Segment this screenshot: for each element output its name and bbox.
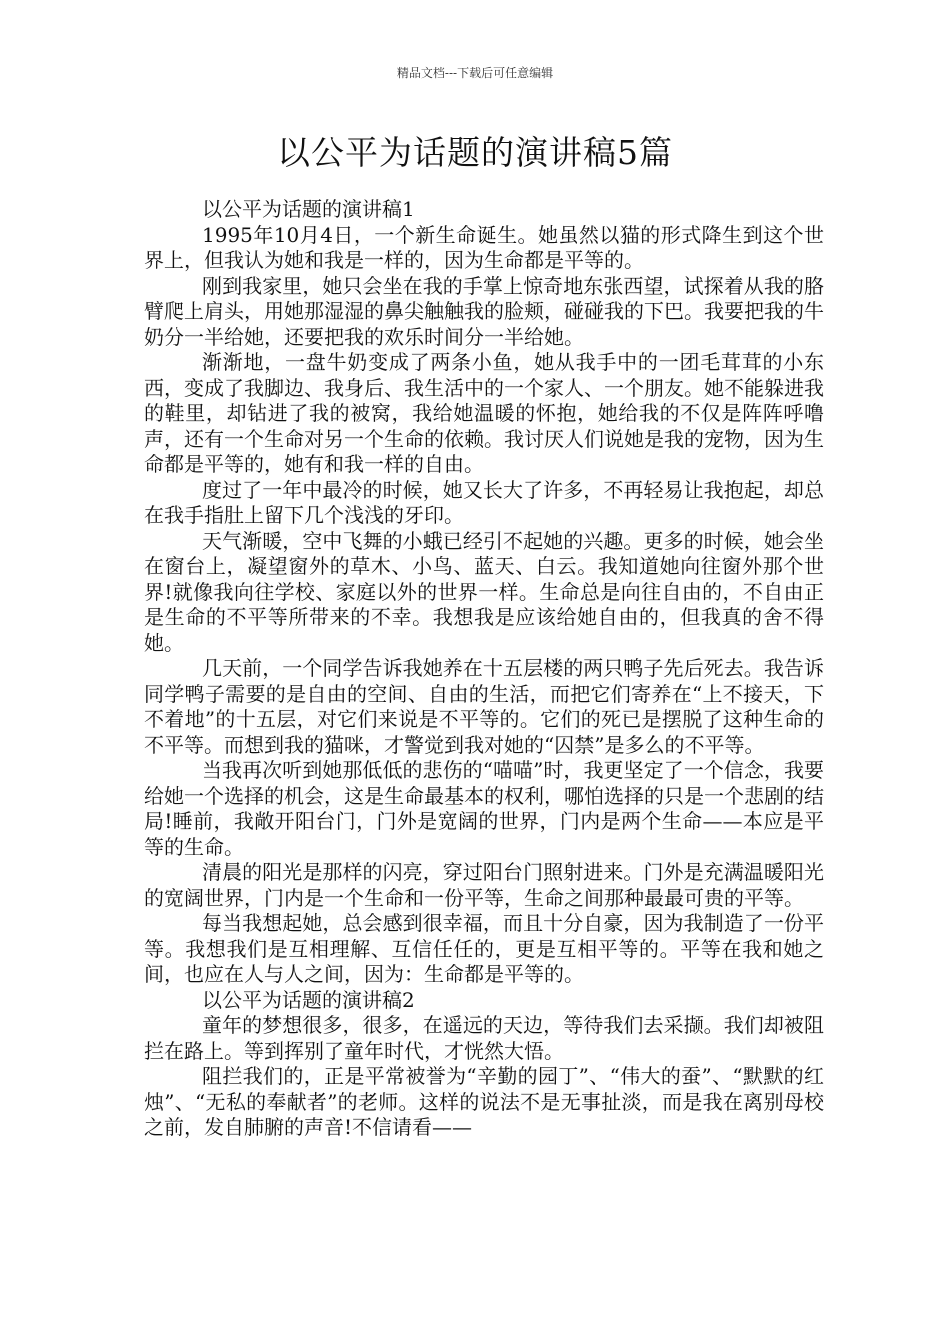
- document-body: [144, 197, 824, 1141]
- section-heading-1: 以公平为话题的演讲稿1: [202, 197, 415, 221]
- paragraph: 1995年10月4日，一个新生命诞生。她虽然以猫的形式降生到这个世界上，但我认为她和我是一样的，因为生命都是平等的。: [144, 222, 824, 272]
- paragraph: 童年的梦想很多，很多，在遥远的天边，等待我们去采撷。我们却被阻拦在路上。等到挥别了童年时代，才恍然大悟。: [144, 1013, 824, 1063]
- paragraph: 天气渐暖，空中飞舞的小蛾已经引不起她的兴趣。更多的时候，她会坐在窗台上，凝望窗外的草木、小鸟、蓝天、白云。我知道她向往窗外那个世界!就像我向往学校、家庭以外的世界一样。生命总是向往自由的，不自由正是生命的不平等所带来的不幸。我想我是应该给她自由的，但我真的舍不得她。: [144, 528, 824, 655]
- paragraph: 清晨的阳光是那样的闪亮，穿过阳台门照射进来。门外是充满温暖阳光的宽阔世界，门内是一个生命和一份平等，生命之间那种最最可贵的平等。: [144, 860, 824, 910]
- page-header: 精品文档---下载后可任意编辑: [396, 66, 554, 80]
- paragraph: 当我再次听到她那低低的悲伤的“喵喵”时，我更坚定了一个信念，我要给她一个选择的机会，这是生命最基本的权利，哪怕选择的只是一个悲剧的结局!睡前，我敞开阳台门，门外是宽阔的世界，门内是两个生命——本应是平等的生命。: [144, 758, 824, 859]
- paragraph: 阻拦我们的，正是平常被誉为“辛勤的园丁”、“伟大的蚕”、“默默的红烛”、“无私的奉献者”的老师。这样的说法不是无事扯淡，而是我在离别母校之前，发自肺腑的声音!不信请看——: [144, 1064, 824, 1139]
- paragraph: 刚到我家里，她只会坐在我的手掌上惊奇地东张西望，试探着从我的胳臂爬上肩头，用她那湿湿的鼻尖触触我的脸颊，碰碰我的下巴。我要把我的牛奶分一半给她，还要把我的欢乐时间分一半给她。: [144, 273, 824, 349]
- document-title: 以公平为话题的演讲稿5篇: [277, 133, 673, 172]
- section-heading-2: 以公平为话题的演讲稿2: [202, 987, 415, 1012]
- paragraph: 几天前，一个同学告诉我她养在十五层楼的两只鸭子先后死去。我告诉同学鸭子需要的是自由的空间、自由的生活，而把它们寄养在“上不接天，下不着地”的十五层，对它们来说是不平等的。它们的死已是摆脱了这种生命的不平等。而想到我的猫咪，才警觉到我对她的“囚禁”是多么的不平等。: [144, 656, 824, 757]
- paragraph: 度过了一年中最冷的时候，她又长大了许多，不再轻易让我抱起，却总在我手指肚上留下几个浅浅的牙印。: [144, 477, 824, 527]
- paragraph: 每当我想起她，总会感到很幸福，而且十分自豪，因为我制造了一份平等。我想我们是互相理解、互信任任的，更是互相平等的。平等在我和她之间，也应在人与人之间，因为：生命都是平等的。: [144, 911, 824, 986]
- paragraph: 渐渐地，一盘牛奶变成了两条小鱼，她从我手中的一团毛茸茸的小东西，变成了我脚边、我身后、我生活中的一个家人、一个朋友。她不能躲进我的鞋里，却钻进了我的被窝，我给她温暖的怀抱，她给我的不仅是阵阵呼噜声，还有一个生命对另一个生命的依赖。我讨厌人们说她是我的宠物，因为生命都是平等的，她有和我一样的自由。: [144, 350, 824, 476]
